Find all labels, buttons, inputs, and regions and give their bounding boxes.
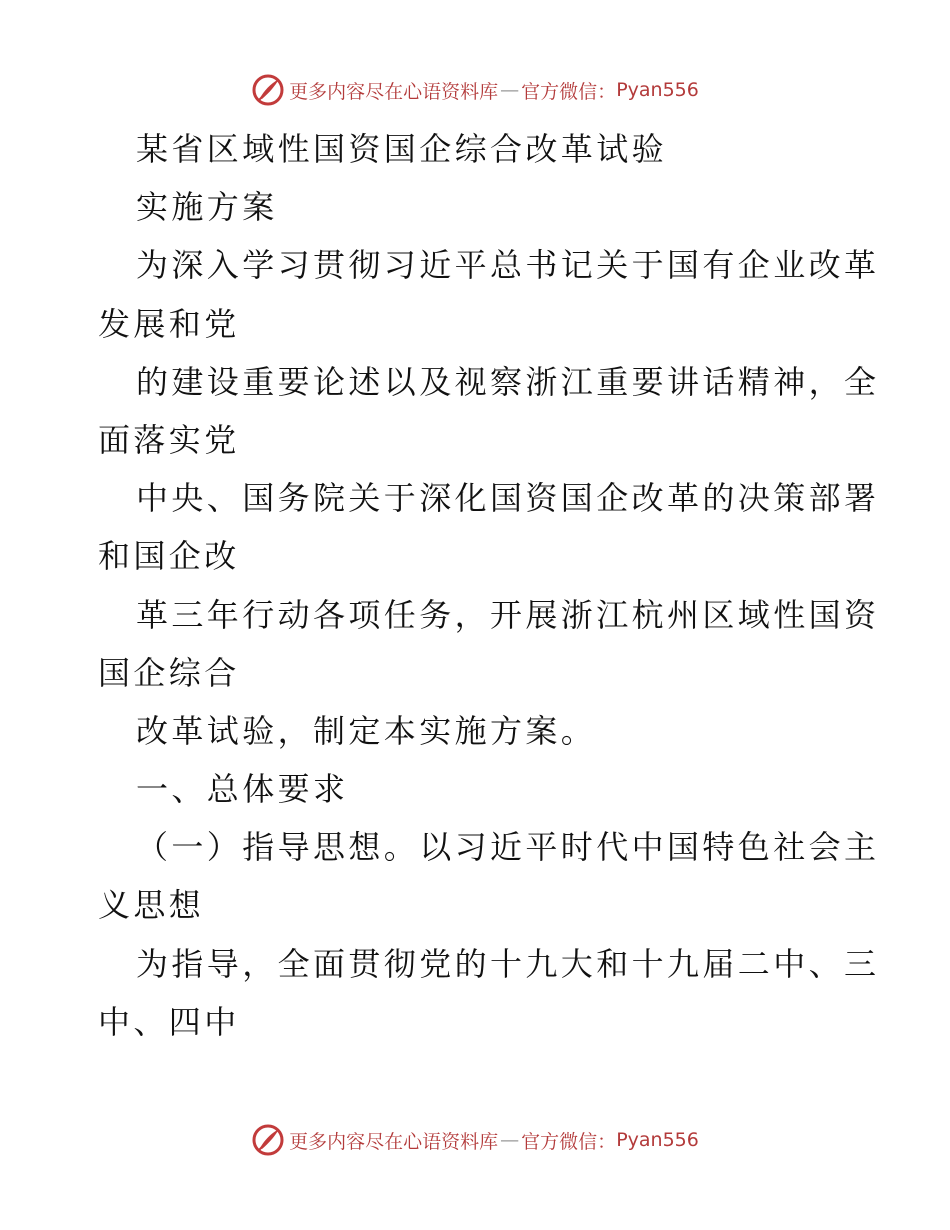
paragraph-line: 为指导，全面贯彻党的十九大和十九届二中、三	[136, 944, 880, 983]
footer-watermark	[0, 1120, 950, 1160]
watermark-separator: —	[500, 1129, 520, 1151]
paragraph-line: （一）指导思想。以习近平时代中国特色社会主	[136, 828, 880, 867]
quill-logo-icon	[251, 1123, 285, 1157]
paragraph-line: 中央、国务院关于深化国资国企改革的决策部署	[136, 479, 880, 518]
watermark-separator: —	[500, 79, 520, 101]
paragraph-line: 中、四中	[98, 1002, 240, 1041]
paragraph-line: 为深入学习贯彻习近平总书记关于国有企业改革	[136, 246, 880, 285]
watermark-contact-id: Pyan556	[616, 79, 699, 101]
watermark-contact-label: 官方微信：	[521, 80, 617, 103]
watermark-contact-id: Pyan556	[616, 1129, 699, 1151]
paragraph-line: 和国企改	[98, 537, 240, 576]
paragraph-line: 国企综合	[98, 653, 240, 692]
document-body	[98, 120, 880, 1051]
watermark-brand: 更多内容尽在心语资料库	[289, 1130, 499, 1153]
paragraph-line: 义思想	[98, 886, 205, 925]
header-watermark	[0, 70, 950, 110]
paragraph-line: 改革试验，制定本实施方案。	[136, 711, 597, 750]
document-title-line-2: 实施方案	[136, 188, 278, 227]
quill-logo-icon	[251, 73, 285, 107]
paragraph-line: 的建设重要论述以及视察浙江重要讲话精神，全	[136, 362, 880, 401]
paragraph-line: 革三年行动各项任务，开展浙江杭州区域性国资	[136, 595, 880, 634]
document-title-line-1: 某省区域性国资国企综合改革试验	[136, 130, 668, 168]
watermark-brand: 更多内容尽在心语资料库	[289, 80, 499, 103]
paragraph-line: 发展和党	[98, 304, 240, 343]
paragraph-line: 面落实党	[98, 420, 240, 459]
watermark-contact-label: 官方微信：	[521, 1130, 617, 1153]
section-heading: 一、总体要求	[136, 770, 349, 809]
